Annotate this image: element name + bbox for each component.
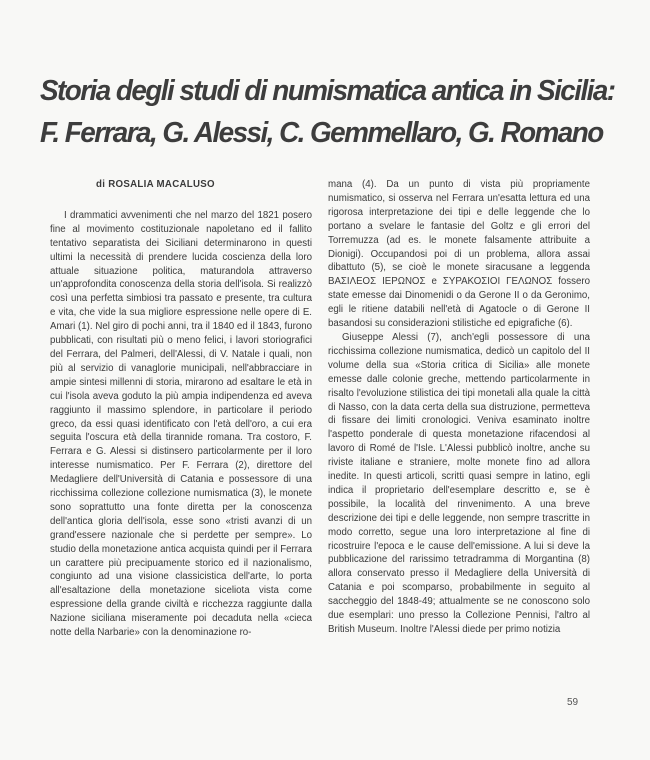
left-column (50, 178, 312, 640)
title-line-1: Storia degli studi di numismatica antica in Sicilia: (40, 75, 615, 107)
right-column (328, 178, 590, 637)
title-line-2: F. Ferrara, G. Alessi, C. Gemmellaro, G. Romano (40, 117, 603, 149)
author-byline: di ROSALIA MACALUSO (96, 179, 215, 190)
page-number: 59 (567, 697, 579, 708)
paragraph: mana (4). Da un punto di vista più propriamente numismatico, si osserva nel Ferrara un'esatta lettura ed una rigorosa interpretazione dei tipi e delle leggende che lo portano a svelare le fantasie del Goltz e gli errori del Torremuzza (ad es. le monete falsamente attribuite a Dionigi). Occupandosi poi di un problema, allora assai dibattuto (5), se cioè le monete siracusane a leggenda ΒΑΣΙΛΕΟΣ ΙΕΡΩΝΟΣ e ΣΥΡΑΚΟΣΙΟΙ ΓΕΛΩΝΟΣ fossero state emesse dai Dinomenidi o da Gerone II o da Geronimo, egli le ritiene databili nell'età di Agatocle o di Gerone II basandosi su considerazioni stilistiche ed epigrafiche (6). (328, 179, 590, 330)
paragraph: Giuseppe Alessi (7), anch'egli possessore di una ricchissima collezione numismatica, dedicò un capitolo del II volume della sua «Storia critica di Sicilia» alle monete emesse dalle colonie greche, mettendo particolarmente in risalto l'evoluzione stilistica dei tipi monetali alla quale la città di Nasso, con la data certa della sua distruzione, permetteva di fissare dei limiti cronologici. Veniva esaminato inoltre l'aspetto ponderale di questa monetazione rifacendosi al lavoro di Romé de l'Isle. L'Alessi pubblicò inoltre, anche su riviste italiane e straniere, molte monete fino ad allora inedite. In questi articoli, scritti quasi sempre in latino, egli indica il proprietario dell'esemplare descritto e, se è possibile, la località del rinvenimento. A una breve descrizione dei tipi e delle leggende, non sempre trascritte in modo corretto, segue una loro interpretazione al fine di ricostruire l'epoca e le cause dell'emissione. A lui si deve la pubblicazione del rarissimo tetradramma di Morgantina (8) allora conservato presso il Medagliere della Università di Catania e poi scomparso, probabilmente in seguito al saccheggio del 1848-49; attualmente se ne conoscono solo due esemplari: uno presso la Collezione Pennisi, l'altro al British Museum. Inoltre l'Alessi diede per primo notizia (328, 331, 590, 635)
paragraph: I drammatici avvenimenti che nel marzo del 1821 posero fine al movimento costituzionale napoletano ed il fallito tentativo separatista dei Siciliani determinarono in questi ultimi la necessità di prendere lucida coscienza della loro attuale situazione politica, maturandola attraverso un'approfondita conoscenza della storia dell'isola. Si realizzò così una perfetta simbiosi tra passato e presente, tra cultura e vita, che vide la sua migliore espressione nelle opere di E. Amari (1). Nel giro di pochi anni, tra il 1840 ed il 1843, furono pubblicati, con risultati più o meno felici, i lavori storiografici del Ferrara, del Palmeri, dell'Alessi, di V. Natale i quali, non più al servizio di vanagloriе municipali, nell'abbracciare in ampie sintesi millenni di storia, mirarono ad esaltare le età in cui l'isola aveva goduto la più ampia indipendenza ed aveva raggiunto il massimo splendore, in particolare il periodo greco, da essi quasi identificato con l'età dell'oro, a cui era seguita l'oscura età della tirannide romana. Tra costoro, F. Ferrara e G. Alessi si distinsero particolarmente per il loro interesse numismatico. Per F. Ferrara (2), direttore del Medagliere dell'Università di Catania e possessore di una ricchissima collezione collezione numismatica (3), le monete sono soprattutto una fonte diretta per la conoscenza dell'antica gloria dell'isola, esse sono «tristi avanzi di un grand'essere nazionale che si perdette per sempre». Lo studio della monetazione antica acquista quindi per il Ferrara un carattere più precipuamente storico ed il nazionalismo, congiunto ad una visione classicistica dell'arte, lo porta all'esaltazione della monetazione siceliota vista come espressione della grande civiltà e ricchezza raggiunte dalla Nazione siciliana miseramente poi decaduta nella «cieca notte della Narbarie» con la denominazione ro- (50, 209, 312, 639)
article-title (40, 70, 615, 154)
